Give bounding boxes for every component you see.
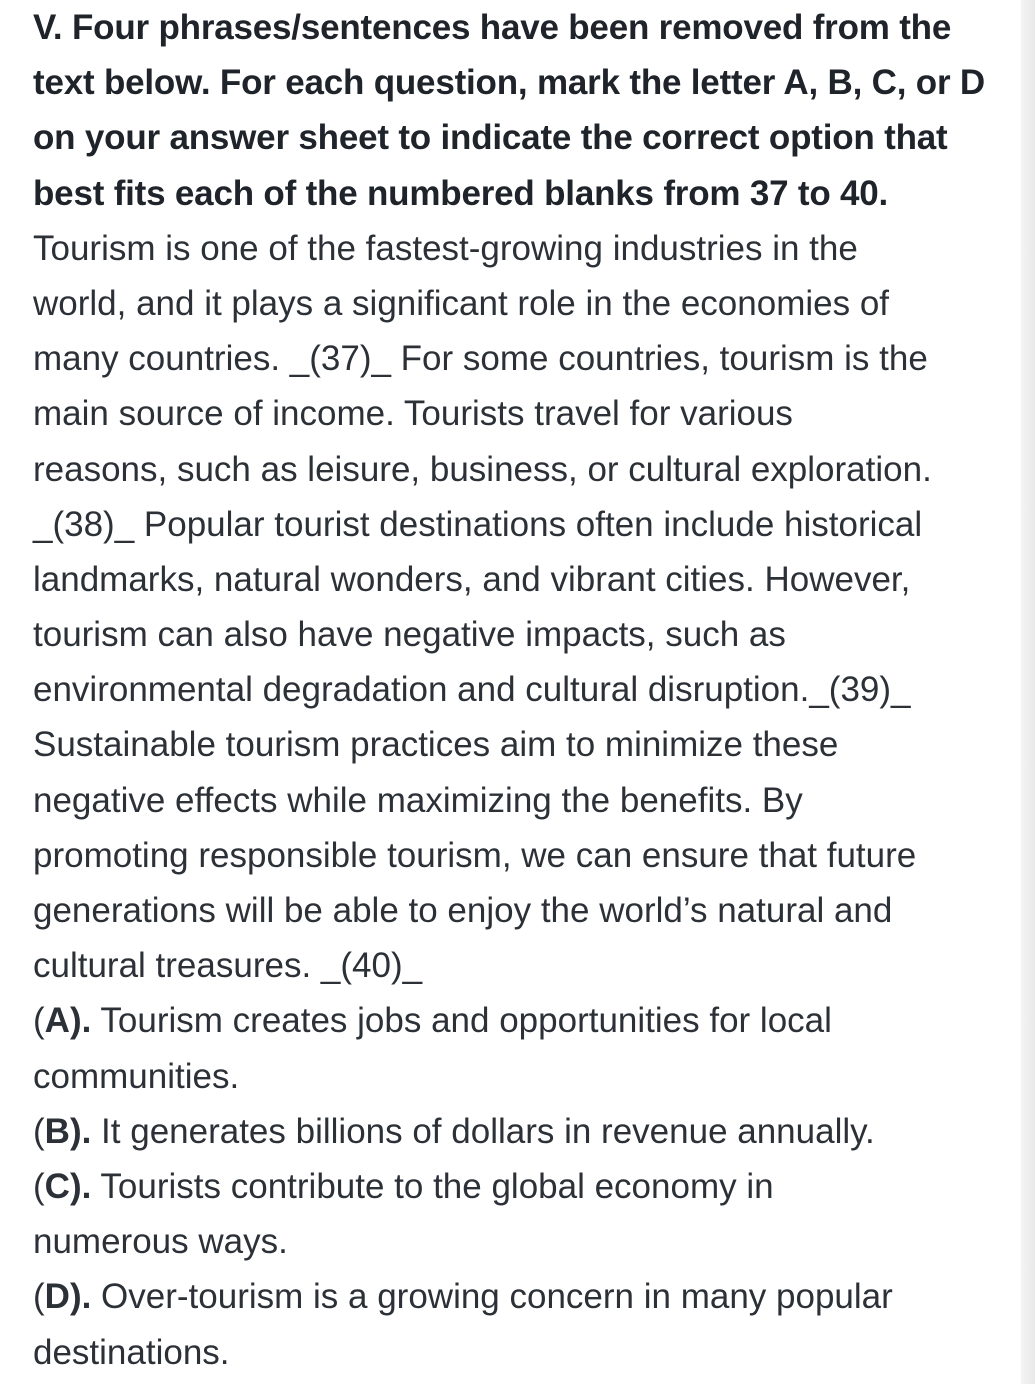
option-close-paren: ). xyxy=(69,1001,92,1041)
passage-line: _(38)_ Popular tourist destinations often include historical xyxy=(33,504,923,544)
scrollbar-track[interactable] xyxy=(1021,0,1035,1384)
option-letter: C xyxy=(44,1166,70,1206)
passage-line: environmental degradation and cultural disruption._(39)_ xyxy=(33,670,911,710)
answer-options xyxy=(33,993,998,1379)
passage-line: Tourism is one of the fastest-growing industries in the xyxy=(33,228,858,268)
option-open-paren: ( xyxy=(33,1166,45,1206)
option-text: Tourists contribute to the global economy in xyxy=(91,1166,774,1206)
exercise-document xyxy=(33,0,998,1380)
passage-line: promoting responsible tourism, we can ensure that future xyxy=(33,835,917,875)
option-text: It generates billions of dollars in revenue annually. xyxy=(91,1111,875,1151)
passage-line: negative effects while maximizing the benefits. By xyxy=(33,780,803,820)
option-open-paren: ( xyxy=(33,1111,45,1151)
passage-line: world, and it plays a significant role in the economies of xyxy=(33,283,890,323)
instruction-line: V. Four phrases/sentences have been removed from the xyxy=(33,8,952,47)
option-close-paren: ). xyxy=(69,1166,92,1206)
option-c xyxy=(33,1159,998,1269)
instruction-heading xyxy=(33,0,998,221)
passage-line: main source of income. Tourists travel for various xyxy=(33,394,793,434)
option-continuation: destinations. xyxy=(33,1332,230,1372)
option-close-paren: ). xyxy=(69,1277,92,1317)
option-letter: D xyxy=(44,1277,70,1317)
passage-line: reasons, such as leisure, business, or cultural exploration. xyxy=(33,449,932,489)
option-b xyxy=(33,1104,998,1159)
passage-line: Sustainable tourism practices aim to minimize these xyxy=(33,725,839,765)
option-close-paren: ). xyxy=(69,1111,92,1151)
instruction-line: text below. For each question, mark the letter A, B, C, or D xyxy=(33,63,985,103)
option-text: Over-tourism is a growing concern in many popular xyxy=(91,1277,893,1317)
passage-line: many countries. _(37)_ For some countries, tourism is the xyxy=(33,339,928,379)
reading-passage xyxy=(33,221,998,994)
option-open-paren: ( xyxy=(33,1001,45,1041)
passage-line: tourism can also have negative impacts, such as xyxy=(33,615,786,655)
option-text: Tourism creates jobs and opportunities for local xyxy=(91,1001,832,1041)
instruction-line: best fits each of the numbered blanks from 37 to 40. xyxy=(33,173,889,213)
passage-line: landmarks, natural wonders, and vibrant cities. However, xyxy=(33,559,911,599)
option-letter: A xyxy=(44,1001,70,1041)
option-a xyxy=(33,993,998,1103)
instruction-line: on your answer sheet to indicate the correct option that xyxy=(33,118,948,158)
option-continuation: numerous ways. xyxy=(33,1222,288,1262)
passage-line: cultural treasures. _(40)_ xyxy=(33,946,423,986)
option-letter: B xyxy=(44,1111,70,1151)
passage-line: generations will be able to enjoy the world’s natural and xyxy=(33,891,893,930)
option-open-paren: ( xyxy=(33,1277,45,1317)
option-continuation: communities. xyxy=(33,1056,240,1096)
option-d xyxy=(33,1269,998,1379)
